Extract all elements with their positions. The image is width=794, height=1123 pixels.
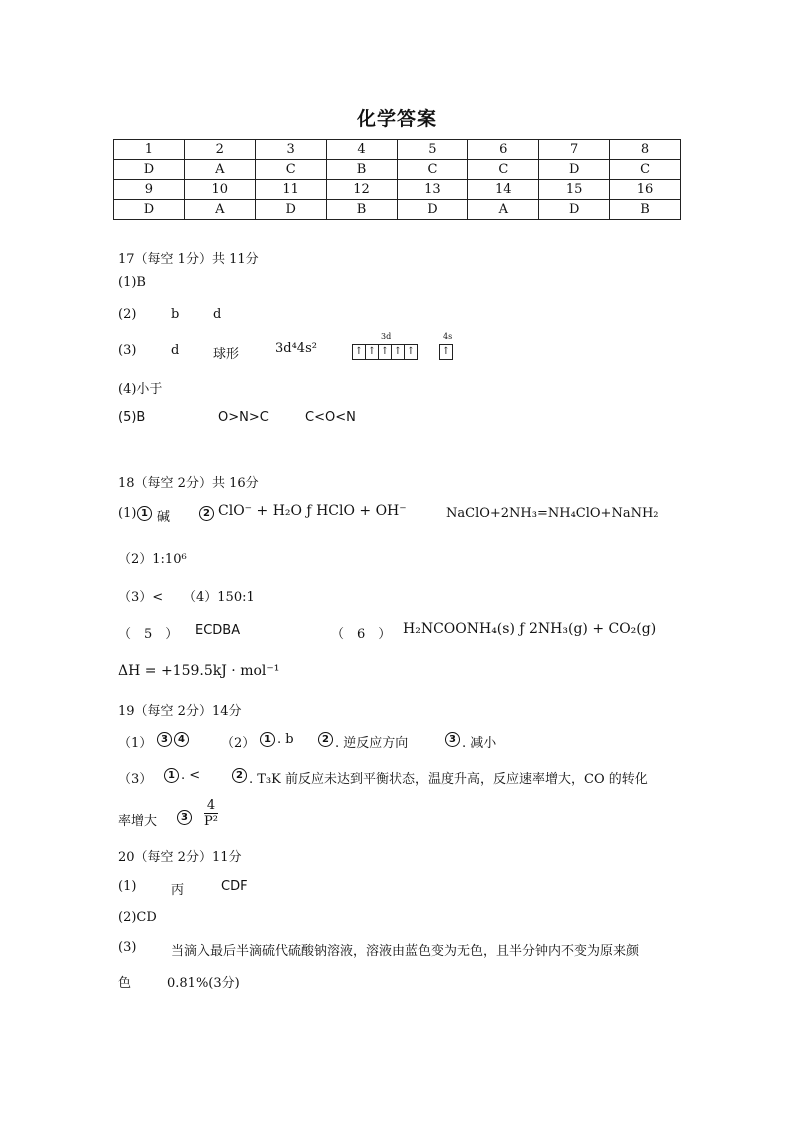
table-cell: 8	[610, 140, 681, 160]
q18-part2: （2）1:10⁶	[118, 552, 187, 567]
circled-number: 4	[174, 732, 189, 747]
table-cell: A	[184, 160, 255, 180]
q17-part3-answer-a: d	[171, 343, 180, 358]
circled-number: 1	[137, 506, 152, 521]
table-cell: D	[114, 160, 185, 180]
table-cell: A	[468, 200, 539, 220]
circled-number: 3	[445, 732, 460, 747]
q20-part3-continuation: 色	[118, 976, 132, 991]
table-cell: C	[255, 160, 326, 180]
q19-part3-answer-b: . T₃K 前反应未达到平衡状态，温度升高，反应速率增大，CO 的转化	[249, 772, 648, 787]
q20-part1-answer-b: CDF	[221, 879, 248, 894]
q17-part4: (4)小于	[118, 382, 163, 397]
fraction-numerator: 4	[204, 798, 218, 814]
q19-part2-label: （2）	[221, 736, 256, 751]
q18-part1-answer-a: 碱	[157, 510, 171, 525]
table-cell: 1	[114, 140, 185, 160]
circled-number: 3	[177, 810, 192, 825]
orbital-3d-diagram	[352, 344, 418, 360]
table-cell: B	[326, 200, 397, 220]
table-cell: 3	[255, 140, 326, 160]
q17-part3-answer-b: 球形	[213, 347, 240, 362]
orbital-box: ↑	[366, 345, 379, 359]
q18-part5-answer: ECDBA	[195, 623, 241, 638]
circled-number: 1	[164, 768, 179, 783]
q18-equation-1: ClO⁻ + H₂O ƒ HClO + OH⁻	[218, 503, 407, 519]
circled-number: 2	[232, 768, 247, 783]
table-cell: 10	[184, 180, 255, 200]
q20-part3-text: 当滴入最后半滴硫代硫酸钠溶液，溶液由蓝色变为无色，且半分钟内不变为原来颜	[171, 944, 640, 959]
orbital-box: ↑	[379, 345, 392, 359]
table-cell: B	[610, 200, 681, 220]
q20-part2: (2)CD	[118, 910, 157, 925]
table-cell: C	[468, 160, 539, 180]
q20-part1-label: (1)	[118, 879, 137, 894]
table-cell: 6	[468, 140, 539, 160]
q20-header: 20（每空 2分）11分	[118, 850, 242, 865]
table-cell: 7	[539, 140, 610, 160]
circled-number: 1	[260, 732, 275, 747]
q17-part2-answer-a: b	[171, 307, 180, 322]
q19-part2-answer-b: . 逆反应方向	[335, 736, 409, 751]
q18-part4: （4）150:1	[183, 590, 255, 605]
q18-header: 18（每空 2分）共 16分	[118, 476, 259, 491]
q17-part2-label: (2)	[118, 307, 137, 322]
table-cell: 4	[326, 140, 397, 160]
q18-part6-enthalpy: ΔH = +159.5kJ · mol⁻¹	[118, 663, 280, 679]
q17-part3-config: 3d⁴4s²	[275, 341, 317, 356]
table-cell: D	[539, 160, 610, 180]
orbital-4s-diagram	[439, 344, 453, 360]
q18-part1-label: (1)	[118, 506, 137, 521]
q19-part1-label: （1）	[118, 736, 153, 751]
table-cell: C	[610, 160, 681, 180]
orbital-3d-label: 3d	[381, 332, 392, 341]
q19-part2-answer-a: . b	[277, 732, 294, 747]
q17-part1: (1)B	[118, 275, 146, 290]
table-cell: A	[184, 200, 255, 220]
q18-part6-equation: H₂NCOONH₄(s) ƒ 2NH₃(g) + CO₂(g)	[403, 621, 657, 637]
table-cell: 13	[397, 180, 468, 200]
table-cell: D	[539, 200, 610, 220]
q20-part3-label: (3)	[118, 940, 137, 955]
table-cell: 11	[255, 180, 326, 200]
page-title: 化学答案	[356, 108, 437, 130]
table-cell: 16	[610, 180, 681, 200]
table-cell: 14	[468, 180, 539, 200]
table-cell: 5	[397, 140, 468, 160]
q18-equation-2: NaClO+2NH₃=NH₄ClO+NaNH₂	[446, 506, 659, 521]
q17-part5-answer-b: O>N>C	[218, 410, 269, 425]
table-row	[114, 180, 681, 200]
q18-part3: （3）<	[118, 590, 164, 605]
circled-number: 3	[157, 732, 172, 747]
table-cell: D	[114, 200, 185, 220]
table-cell: D	[397, 200, 468, 220]
q19-part3-answer-a: . <	[181, 768, 201, 783]
q20-part3-value: 0.81%(3分)	[167, 976, 240, 991]
table-cell: B	[326, 160, 397, 180]
q19-part3-continuation: 率增大	[118, 814, 158, 829]
table-row	[114, 160, 681, 180]
table-cell: C	[397, 160, 468, 180]
circled-number: 2	[318, 732, 333, 747]
fraction-denominator: P²	[204, 814, 218, 829]
q17-header: 17（每空 1分）共 11分	[118, 252, 259, 267]
q17-part2-answer-b: d	[213, 307, 222, 322]
q18-part6-label: （ 6 ）	[331, 627, 392, 642]
q19-part2-answer-c: . 减小	[462, 736, 497, 751]
table-cell: 12	[326, 180, 397, 200]
q19-header: 19（每空 2分）14分	[118, 704, 242, 719]
q17-part3-label: (3)	[118, 343, 137, 358]
orbital-box: ↑	[353, 345, 366, 359]
table-cell: D	[255, 200, 326, 220]
circled-number: 2	[199, 506, 214, 521]
q17-part5-label: (5)B	[118, 410, 146, 425]
orbital-box: ↑	[406, 346, 416, 357]
table-cell: 2	[184, 140, 255, 160]
orbital-box: ↑	[441, 346, 451, 357]
answer-table	[113, 139, 681, 220]
orbital-4s-label: 4s	[443, 332, 453, 341]
q17-part5-answer-c: C<O<N	[305, 410, 356, 425]
table-cell: 15	[539, 180, 610, 200]
q18-part5-label: （ 5 ）	[118, 627, 179, 642]
q19-part3-label: （3）	[118, 772, 153, 787]
q20-part1-answer-a: 丙	[171, 883, 185, 898]
table-row	[114, 200, 681, 220]
orbital-box: ↑	[392, 345, 405, 359]
q19-part3-fraction	[196, 798, 218, 829]
table-cell: 9	[114, 180, 185, 200]
table-row	[114, 140, 681, 160]
